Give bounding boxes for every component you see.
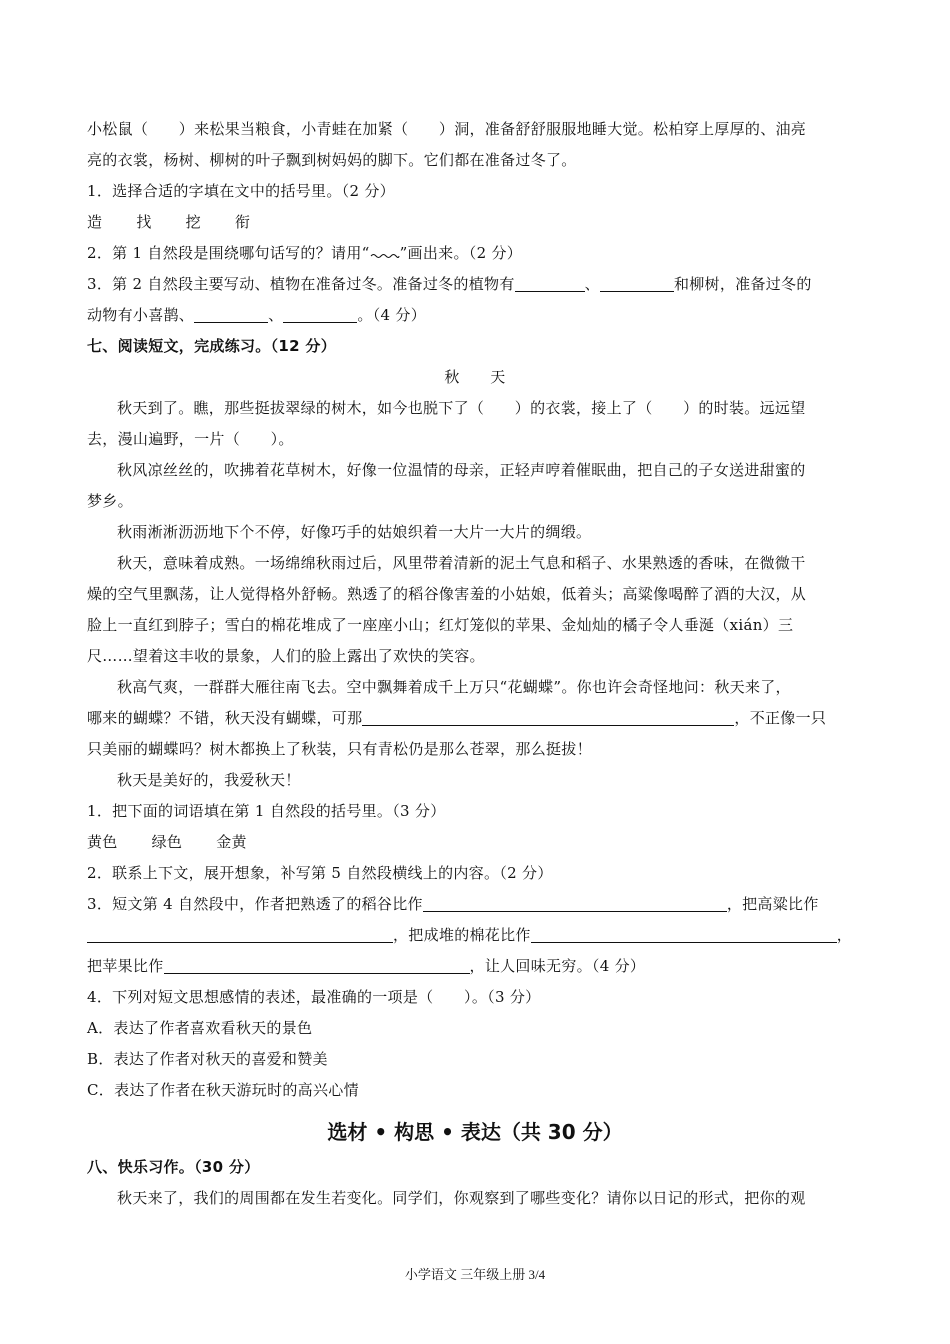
choice-a[interactable]: A．表达了作者喜欢看秋天的景色 <box>87 1019 313 1037</box>
question-2 <box>87 238 863 269</box>
passage-p3: 秋雨淅淅沥沥地下个不停，好像巧手的姑娘织着一大片一大片的绸缎。 <box>117 523 592 541</box>
s7-question-4: 4．下列对短文思想感情的表述，最准确的一项是（ ）。（3 分） <box>87 988 541 1006</box>
answer-blank[interactable] <box>194 305 268 323</box>
page-footer <box>0 1264 950 1283</box>
s7-question-3-line-1 <box>87 889 863 920</box>
option-word: 挖 <box>185 213 201 231</box>
q3-sep: 、 <box>268 306 284 324</box>
wavy-underline-icon <box>370 249 400 259</box>
q1-options <box>87 207 863 238</box>
q2-text-after: ”画出来。（2 分） <box>399 244 523 262</box>
question-1: 1．选择合适的字填在文中的括号里。（2 分） <box>87 182 395 200</box>
question-3-line-2 <box>87 300 863 331</box>
footer-subject: 小学语文 <box>404 1267 457 1282</box>
answer-blank[interactable] <box>87 925 393 943</box>
passage-p2-line-2: 梦乡。 <box>87 492 133 510</box>
q-text: ，把成堆的棉花比作 <box>393 926 531 944</box>
s7-question-1: 1．把下面的词语填在第 1 自然段的括号里。（3 分） <box>87 802 446 820</box>
option-word: 黄色 <box>87 833 118 851</box>
exam-page <box>87 114 863 1214</box>
passage-p5-line-1: 秋高气爽，一群群大雁往南飞去。空中飘舞着成千上万只“花蝴蝶”。你也许会奇怪地问：秋天来了， <box>117 678 791 696</box>
q-text: 把苹果比作 <box>87 957 164 975</box>
q3-text: 动物有小喜鹊、 <box>87 306 195 324</box>
answer-blank[interactable] <box>362 708 734 726</box>
passage-p1-line-2: 去，漫山遍野，一片（ ）。 <box>87 430 294 448</box>
section-8-prompt: 秋天来了，我们的周围都在发生若变化。同学们，你观察到了哪些变化？请你以日记的形式，把你的观 <box>117 1189 806 1207</box>
passage-p1-line-1: 秋天到了。瞧，那些挺拔翠绿的树木，如今也脱下了（ ）的衣裳，接上了（ ）的时装。远远望 <box>117 399 806 417</box>
answer-blank[interactable] <box>515 274 585 292</box>
passage-text: ，不正像一只 <box>734 709 827 727</box>
q-text: ，把高粱比作 <box>726 895 819 913</box>
passage-p4-line-1: 秋天，意味着成熟。一场绵绵秋雨过后，风里带着清新的泥土气息和稻子、水果熟透的香味，在微微干 <box>117 554 806 572</box>
para-a-line-2: 亮的衣裳，杨树、柳树的叶子飘到树妈妈的脚下。它们都在准备过冬了。 <box>87 151 577 169</box>
passage-p4-line-3: 脸上一直红到脖子；雪白的棉花堆成了一座座小山；红灯笼似的苹果、金灿灿的橘子令人垂涎（xián）三 <box>87 616 794 634</box>
answer-blank[interactable] <box>600 274 674 292</box>
passage-p2-line-1: 秋风凉丝丝的，吹拂着花草树木，好像一位温情的母亲，正轻声哼着催眠曲，把自己的子女送进甜蜜的 <box>117 461 806 479</box>
option-word: 造 <box>87 213 103 231</box>
part-title: 选材 • 构思 • 表达（共 30 分） <box>327 1120 623 1144</box>
question-3-line-1 <box>87 269 863 300</box>
choice-c[interactable]: C．表达了作者在秋天游玩时的高兴心情 <box>87 1081 359 1099</box>
answer-blank[interactable] <box>531 925 837 943</box>
passage-text: 哪来的蝴蝶？不错，秋天没有蝴蝶，可那 <box>87 709 363 727</box>
passage-title: 秋 天 <box>444 368 506 386</box>
passage-p4-line-4: 尺……望着这丰收的景象，人们的脸上露出了欢快的笑容。 <box>87 647 485 665</box>
s7-question-3-line-2 <box>87 920 863 951</box>
q-text: 3．短文第 4 自然段中，作者把熟透了的稻谷比作 <box>87 895 423 913</box>
passage-p4-line-2: 燥的空气里飘荡，让人觉得格外舒畅。熟透了的稻谷像害羞的小姑娘，低着头；高粱像喝醉了酒的大汉，从 <box>87 585 807 603</box>
q-text: ，让人回味无穷。（4 分） <box>469 957 646 975</box>
passage-p6: 秋天是美好的，我爱秋天！ <box>117 771 301 789</box>
q3-text: 。（4 分） <box>357 306 427 324</box>
s7-q1-options <box>87 827 863 858</box>
q-text: ， <box>836 926 853 944</box>
footer-page: 3/4 <box>528 1267 546 1282</box>
option-word: 金黄 <box>216 833 247 851</box>
option-word: 绿色 <box>151 833 183 851</box>
option-word: 找 <box>136 213 152 231</box>
passage-p5-line-2 <box>87 703 863 734</box>
answer-blank[interactable] <box>423 894 727 912</box>
q3-text: 3．第 2 自然段主要写动、植物在准备过冬。准备过冬的植物有 <box>87 275 515 293</box>
footer-grade: 三年级上册 <box>460 1267 526 1282</box>
answer-blank[interactable] <box>283 305 357 323</box>
passage-p5-line-3: 只美丽的蝴蝶吗？树木都换上了秋装，只有青松仍是那么苍翠，那么挺拔！ <box>87 740 592 758</box>
section-7-heading: 七、阅读短文，完成练习。（12 分） <box>87 337 336 355</box>
s7-question-3-line-3 <box>87 951 863 982</box>
q2-text-before: 2．第 1 自然段是围绕哪句话写的？请用“ <box>87 244 370 262</box>
q3-sep: 、 <box>584 275 600 293</box>
option-word: 衔 <box>234 213 251 231</box>
q3-text: 和柳树，准备过冬的 <box>673 275 812 293</box>
s7-question-2: 2．联系上下文，展开想象，补写第 5 自然段横线上的内容。（2 分） <box>87 864 553 882</box>
section-8-heading: 八、快乐习作。（30 分） <box>87 1158 260 1176</box>
para-a-line-1: 小松鼠（ ）来松果当粮食，小青蛙在加紧（ ）洞，准备舒舒服服地睡大觉。松柏穿上厚厚的、油亮 <box>87 120 807 138</box>
answer-blank[interactable] <box>164 956 470 974</box>
choice-b[interactable]: B．表达了作者对秋天的喜爱和赞美 <box>87 1050 328 1068</box>
